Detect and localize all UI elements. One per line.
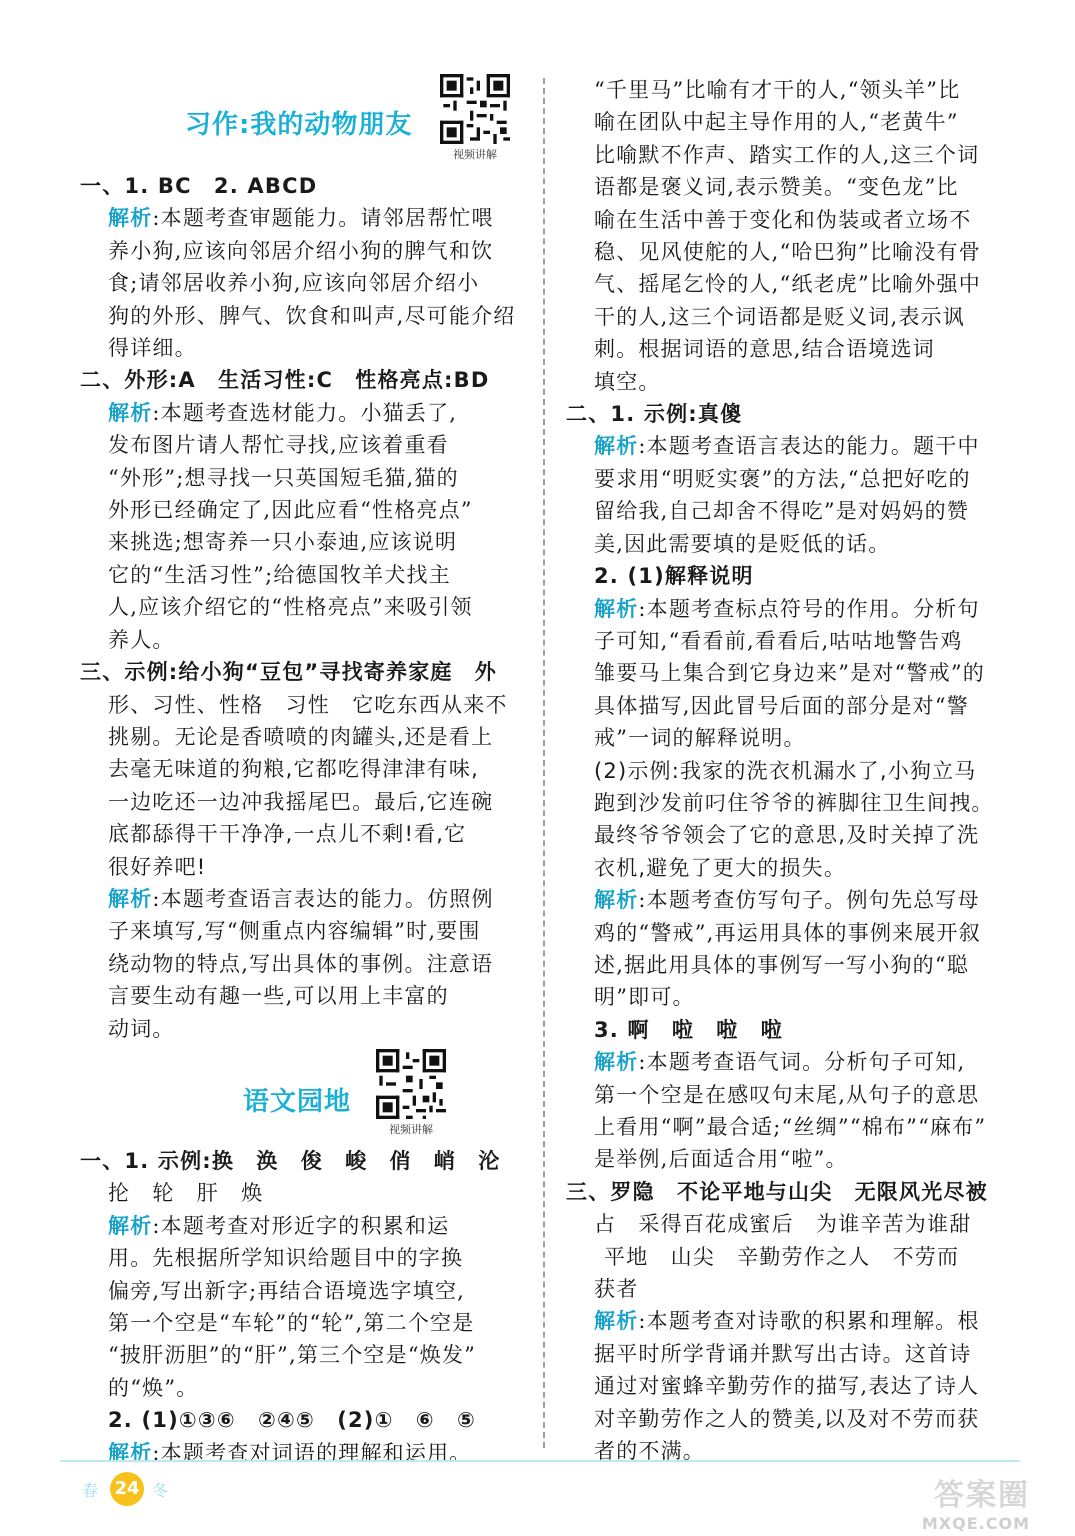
qr-video[interactable]: [438, 74, 512, 162]
text-line: [566, 236, 1021, 268]
text-line: [80, 202, 525, 234]
line-text: 平地 山尖 辛勤劳作之人 不劳而: [604, 1244, 960, 1269]
text-line: [566, 1241, 1021, 1273]
line-text: 食;请邻居收养小狗,应该向邻居介绍小: [108, 271, 480, 296]
line-text: 绕动物的特点,写出具体的事例。注意语: [108, 951, 494, 976]
line-text: 挑剔。无论是香喷喷的肉罐头,还是看上: [108, 724, 494, 749]
text-line: [80, 235, 525, 267]
line-text: 二、外形:A 生活习性:C 性格亮点:BD: [80, 368, 490, 393]
line-text: 最终爷爷领会了它的意思,及时关掉了洗: [594, 823, 980, 848]
section-header-writing: [80, 74, 525, 170]
line-text: “外形”;想寻找一只英国短毛猫,猫的: [108, 465, 459, 490]
line-text: :本题考查选材能力。小猫丢了,: [152, 400, 458, 425]
text-line: [80, 753, 525, 785]
line-text: 很好养吧!: [108, 854, 207, 879]
line-text: 喻在生活中善于变化和伪装或者立场不: [594, 207, 972, 232]
line-text: 发布图片请人帮忙寻找,应该着重看: [108, 433, 449, 458]
text-line: [80, 915, 525, 947]
text-line: [80, 429, 525, 461]
text-line: [566, 755, 1021, 787]
page-deco-left: 春: [82, 1481, 99, 1500]
line-text: 子可知,“看看前,看看后,咕咕地警告鸡: [594, 628, 963, 653]
line-text: 一、1. BC 2. ABCD: [80, 174, 318, 198]
line-text: 人,应该介绍它的“性格亮点”来吸引领: [108, 595, 473, 620]
line-text: :本题考查审题能力。请邻居帮忙喂: [152, 206, 494, 231]
text-line: [80, 300, 525, 332]
text-line: [80, 786, 525, 818]
text-line: [80, 1177, 525, 1209]
text-line: [566, 463, 1021, 495]
line-text: 去毫无味道的狗粮,它都吃得津津有味,: [108, 757, 479, 782]
line-text: 它的“生活习性”;给德国牧羊犬找主: [108, 562, 451, 587]
line-text: 获者: [594, 1277, 639, 1302]
text-line: [566, 593, 1021, 625]
text-line: [80, 267, 525, 299]
text-line: [80, 591, 525, 623]
line-text: 一边吃还一边冲我摇尾巴。最后,它连碗: [108, 789, 494, 814]
text-line: [566, 1046, 1021, 1078]
line-text: 得详细。: [108, 336, 197, 361]
line-text: :本题考查语言表达的能力。仿照例: [152, 886, 494, 911]
analysis-label: 解析: [594, 1309, 639, 1334]
text-line: [566, 949, 1021, 981]
line-text: 底都舔得干干净净,一点儿不剩!看,它: [108, 822, 467, 847]
text-line: [566, 852, 1021, 884]
text-line: [80, 364, 525, 396]
line-text: :本题考查仿写句子。例句先总写母: [638, 888, 980, 913]
text-line: [566, 1403, 1021, 1435]
text-line: [566, 819, 1021, 851]
line-text: 美,因此需要填的是贬低的话。: [594, 531, 891, 556]
text-line: [566, 787, 1021, 819]
section-body-garden: [80, 1145, 525, 1469]
text-line: [566, 366, 1021, 398]
text-line: [566, 74, 1021, 106]
page-number: 24: [110, 1472, 144, 1506]
text-line: [80, 462, 525, 494]
text-line: [566, 1338, 1021, 1370]
page-deco-right: 冬: [152, 1481, 169, 1500]
line-text: 通过对蜜蜂辛勤劳作的描写,表达了诗人: [594, 1374, 980, 1399]
text-line: [566, 1176, 1021, 1208]
line-text: :本题考查标点符号的作用。分析句: [638, 596, 980, 621]
line-text: :本题考查对形近字的积累和运: [152, 1213, 450, 1238]
text-line: [566, 884, 1021, 916]
section-body-writing: [80, 170, 525, 1045]
text-line: [566, 301, 1021, 333]
line-text: 对辛勤劳作之人的赞美,以及对不劳而获: [594, 1406, 980, 1431]
text-line: [566, 139, 1021, 171]
watermark: [900, 1470, 1030, 1533]
text-line: [80, 851, 525, 883]
text-line: [566, 268, 1021, 300]
text-line: [80, 1404, 525, 1436]
text-line: [80, 559, 525, 591]
text-line: [80, 1339, 525, 1371]
text-line: [80, 818, 525, 850]
analysis-label: 解析: [594, 596, 639, 621]
line-text: 要求用“明贬实褒”的方法,“总把好吃的: [594, 466, 971, 491]
watermark-logo: 答案圈: [934, 1478, 1030, 1513]
qr-code-icon: [440, 74, 510, 144]
qr-video[interactable]: [374, 1049, 448, 1137]
text-line: [566, 430, 1021, 462]
line-text: 养人。: [108, 627, 175, 652]
line-text: 干的人,这三个词语都是贬义词,表示讽: [594, 304, 965, 329]
text-line: [566, 333, 1021, 365]
text-line: [566, 625, 1021, 657]
text-line: [566, 917, 1021, 949]
text-line: [566, 657, 1021, 689]
line-text: 二、1. 示例:真傻: [566, 402, 743, 427]
line-text: 子来填写,写“侧重点内容编辑”时,要围: [108, 919, 481, 944]
text-line: [566, 1435, 1021, 1467]
right-column: [566, 74, 1021, 1467]
line-text: 比喻默不作声、踏实工作的人,这三个词: [594, 142, 980, 167]
text-line: [566, 1079, 1021, 1111]
line-text: 三、示例:给小狗“豆包”寻找寄养家庭 外: [80, 660, 497, 685]
line-text: 三、罗隐 不论平地与山尖 无限风光尽被: [566, 1179, 988, 1204]
line-text: 鸡的“警戒”,再运用具体的事例来展开叙: [594, 920, 981, 945]
line-text: 狗的外形、脾气、饮食和叫声,尽可能介绍: [108, 303, 516, 328]
text-line: [80, 980, 525, 1012]
line-text: “千里马”比喻有才干的人,“领头羊”比: [594, 78, 961, 102]
line-text: 偏旁,写出新字;再结合语境选字填空,: [108, 1278, 466, 1303]
qr-caption: 视频讲解: [389, 1122, 433, 1136]
text-line: [566, 1111, 1021, 1143]
line-text: 抡 轮 肝 焕: [108, 1181, 264, 1206]
analysis-label: 解析: [594, 1050, 639, 1075]
analysis-label: 解析: [108, 400, 153, 425]
text-line: [566, 204, 1021, 236]
line-text: “披肝沥胆”的“肝”,第三个空是“焕发”: [108, 1343, 477, 1368]
text-line: [566, 690, 1021, 722]
text-line: [80, 721, 525, 753]
line-text: 一、1. 示例:换 涣 俊 峻 俏 峭 沦: [80, 1148, 501, 1173]
line-text: 来挑选;想寄养一只小泰迪,应该说明: [108, 530, 458, 555]
line-text: :本题考查语气词。分析句子可知,: [638, 1050, 966, 1075]
line-text: 形、习性、性格 习性 它吃东西从来不: [108, 692, 508, 717]
section-title: 习作:我的动物朋友: [185, 110, 413, 140]
line-text: 言要生动有趣一些,可以用上丰富的: [108, 984, 449, 1009]
footer-rule: [60, 1460, 1020, 1462]
line-text: 填空。: [594, 369, 661, 394]
line-text: 留给我,自己却舍不得吃”是对妈妈的赞: [594, 499, 970, 524]
line-text: 用。先根据所学知识给题目中的字换: [108, 1246, 464, 1271]
text-line: [566, 560, 1021, 592]
line-text: 第一个空是“车轮”的“轮”,第二个空是: [108, 1311, 475, 1335]
line-text: 上看用“啊”最合适;“丝绸”“棉布”“麻布”: [594, 1115, 987, 1139]
text-line: [80, 1210, 525, 1242]
line-text: 据平时所学背诵并默写出古诗。这首诗: [594, 1341, 972, 1366]
line-text: 雏要马上集合到它身边来”是对“警戒”的: [594, 661, 986, 686]
line-text: (2)示例:我家的洗衣机漏水了,小狗立马: [594, 758, 977, 783]
text-line: [80, 1275, 525, 1307]
line-text: 语都是褒义词,表示赞美。“变色龙”比: [594, 175, 959, 200]
line-text: 喻在团队中起主导作用的人,“老黄牛”: [594, 110, 959, 135]
text-line: [566, 1273, 1021, 1305]
line-text: 2. (1)解释说明: [594, 564, 754, 589]
analysis-label: 解析: [108, 1213, 153, 1238]
line-text: 述,据此用具体的事例写一写小狗的“聪: [594, 952, 970, 977]
text-line: [80, 1145, 525, 1177]
line-text: 是举例,后面适合用“啦”。: [594, 1147, 848, 1172]
text-line: [80, 1013, 525, 1045]
text-line: [80, 1372, 525, 1404]
line-text: 衣机,避免了更大的损失。: [594, 855, 847, 880]
line-text: :本题考查对词语的理解和运用。: [152, 1440, 472, 1465]
qr-caption: 视频讲解: [453, 148, 497, 161]
line-text: 3. 啊 啦 啦 啦: [594, 1017, 783, 1042]
line-text: 动词。: [108, 1016, 175, 1041]
line-text: 刺。根据词语的意思,结合语境选词: [594, 337, 935, 362]
line-text: 跑到沙发前叼住爷爷的裤脚往卫生间拽。: [594, 790, 994, 815]
text-line: [80, 624, 525, 656]
text-line: [80, 689, 525, 721]
analysis-label: 解析: [594, 888, 639, 913]
text-line: [80, 397, 525, 429]
text-line: [80, 170, 525, 202]
line-text: 戒”一词的解释说明。: [594, 726, 806, 751]
line-text: :本题考查对诗歌的积累和理解。根: [638, 1309, 980, 1334]
text-line: [80, 883, 525, 915]
text-line: [566, 171, 1021, 203]
text-line: [566, 1143, 1021, 1175]
line-text: 养小狗,应该向邻居介绍小狗的脾气和饮: [108, 238, 494, 263]
line-text: 第一个空是在感叹句末尾,从句子的意思: [594, 1082, 980, 1107]
line-text: 稳、见风使舵的人,“哈巴狗”比喻没有骨: [594, 240, 981, 265]
line-text: 外形已经确定了,因此应看“性格亮点”: [108, 498, 473, 523]
text-line: [566, 1370, 1021, 1402]
text-line: [80, 332, 525, 364]
text-line: [566, 106, 1021, 138]
line-text: 明”即可。: [594, 985, 695, 1010]
text-line: [566, 1208, 1021, 1240]
text-line: [80, 526, 525, 558]
text-line: [80, 948, 525, 980]
watermark-url: MXQE.COM: [921, 1514, 1030, 1533]
left-column: [80, 74, 525, 1469]
text-line: [80, 1307, 525, 1339]
line-text: 气、摇尾乞怜的人,“纸老虎”比喻外强中: [594, 272, 981, 297]
text-line: [566, 981, 1021, 1013]
analysis-label: 解析: [108, 1440, 153, 1465]
analysis-label: 解析: [108, 206, 153, 231]
text-line: [566, 1014, 1021, 1046]
analysis-label: 解析: [594, 434, 639, 459]
line-text: :本题考查语言表达的能力。题干中: [638, 434, 980, 459]
section-title: 语文园地: [243, 1086, 352, 1117]
text-line: [566, 495, 1021, 527]
line-text: 具体描写,因此冒号后面的部分是对“警: [594, 693, 970, 718]
right-column-body: [566, 74, 1021, 1467]
line-text: 的“焕”。: [108, 1375, 199, 1400]
text-line: [80, 1437, 525, 1469]
text-line: [566, 528, 1021, 560]
line-text: 占 采得百花成蜜后 为谁辛苦为谁甜: [594, 1212, 972, 1237]
page-number-block: [70, 1472, 169, 1512]
text-line: [80, 1242, 525, 1274]
qr-code-icon: [376, 1049, 446, 1119]
line-text: 2. (1)①③⑥ ②④⑤ (2)① ⑥ ⑤: [108, 1408, 476, 1433]
analysis-label: 解析: [108, 886, 153, 911]
text-line: [566, 722, 1021, 754]
text-line: [566, 398, 1021, 430]
text-line: [566, 1305, 1021, 1337]
section-header-garden: [80, 1045, 525, 1145]
line-text: 者的不满。: [594, 1439, 705, 1464]
column-divider: [543, 78, 545, 1448]
text-line: [80, 656, 525, 688]
text-line: [80, 494, 525, 526]
